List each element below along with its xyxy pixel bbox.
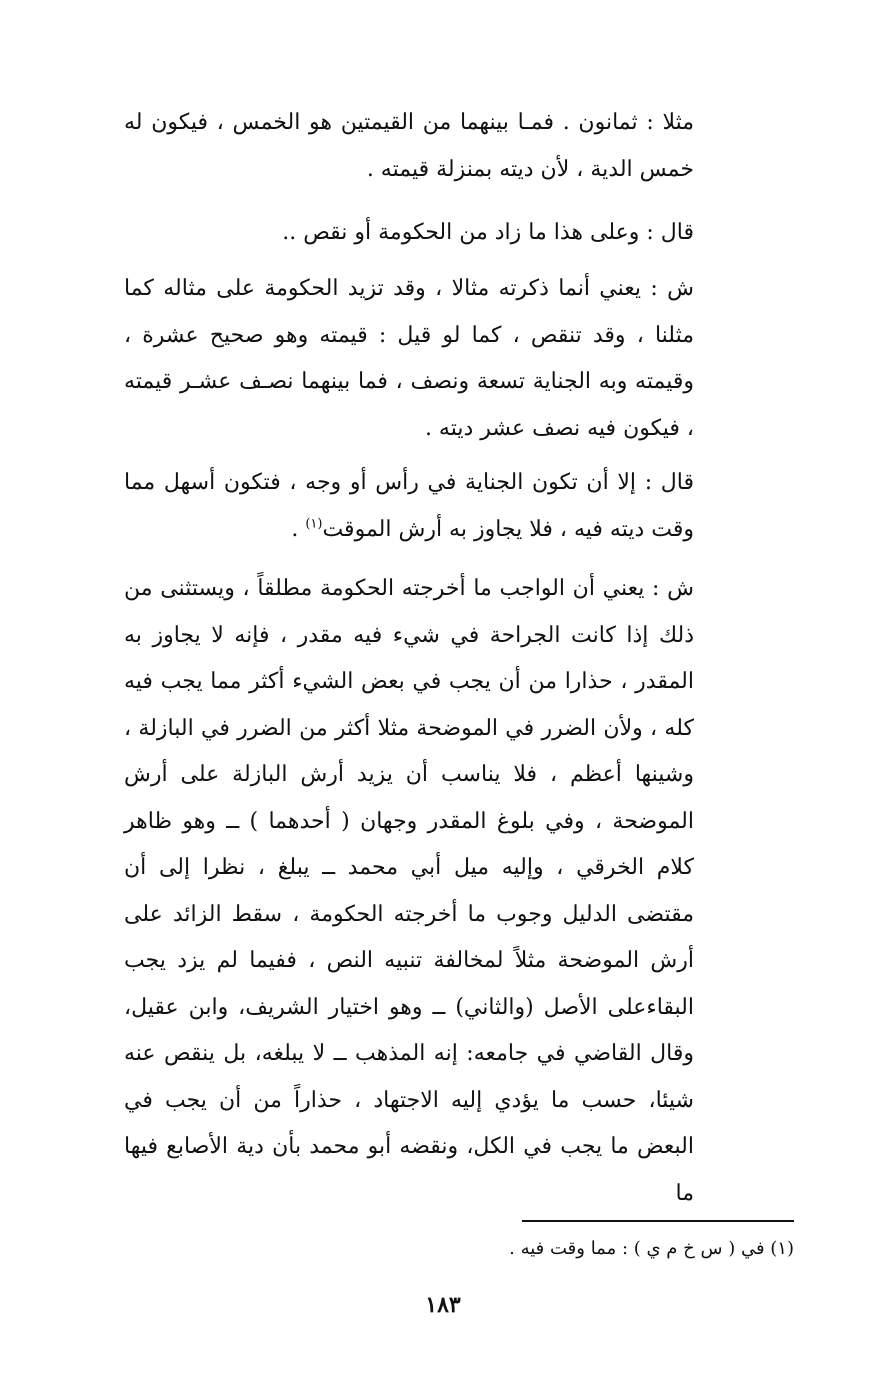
paragraph-text: قال : وعلى هذا ما زاد من الحكومة أو نقص .. [282,220,694,245]
footnote [400,1234,794,1264]
footnote-text: (١) في ( س خ م ي ) : مما وقت فيه . [509,1238,794,1259]
paragraph-text: مثلا : ثمانون . فمـا بينهما من القيمتين هو الخمس ، فيكون له خمس الدية ، لأن ديته بمنزلة قيمته . [124,110,694,182]
paragraph-sharh-2 [124,566,694,1217]
footnote-marker: (١) [305,516,323,532]
paragraph-matn-2 [124,460,742,553]
paragraph-ending: . [291,516,306,542]
page-number: ١٨٣ [425,1292,461,1318]
paragraph-commentary-continued [124,100,694,193]
paragraph-sharh-1 [124,266,694,452]
paragraph-text: ش : يعني أنما ذكرته مثالا ، وقد تزيد الحكومة على مثاله كما مثلنا ، وقد تنقص ، كما لو قيل : قيمته وهو صحيح عشرة ، وقيمته وبه الجناية تسعة ونصف ، فما بينهما نصـف عشـر قيمته ، فيكون فيه نصف عشر ديته . [124,276,694,441]
paragraph-text: قال : إلا أن تكون الجناية في رأس أو وجه ، فتكون أسهل مما وقت ديته فيه ، فلا يجاوز به أرش الموقت [124,470,694,542]
footnote-divider [522,1220,794,1222]
paragraph-matn-1 [124,210,742,257]
paragraph-text: ش : يعني أن الواجب ما أخرجته الحكومة مطلقاً ، ويستثنى من ذلك إذا كانت الجراحة في شيء فيه مقدر ، فإنه لا يجاوز به المقدر ، حذارا من أن يجب في بعض الشيء أكثر مما يجب فيه كله ، ولأن الضرر في الموضحة مثلا أكثر من الضرر في البازلة ، وشينها أعظم ، فلا يناسب أن يزيد أرش البازلة على أرش الموضحة ، وفي بلوغ المقدر وجهان ( أحدهما ) ــ وهو ظاهر كلام الخرقي ، وإليه ميل أبي محمد ــ يبلغ ، نظرا إلى أن مقتضى الدليل وجوب ما أخرجته الحكومة ، سقط الزائد على أرش الموضحة مثلاً لمخالفة تنبيه النص ، ففيما لم يزد يجب البقاءعلى الأصل (والثاني) ــ وهو اختيار الشريف، وابن عقيل، وقال القاضي في جامعه: إنه المذهب ــ لا يبلغه، بل ينقص عنه شيئا، حسب ما يؤدي إليه الاجتهاد ، حذاراً من أن يجب في البعض ما يجب في الكل، ونقضه أبو محمد بأن دية الأصابع فيها ما [124,576,694,1206]
